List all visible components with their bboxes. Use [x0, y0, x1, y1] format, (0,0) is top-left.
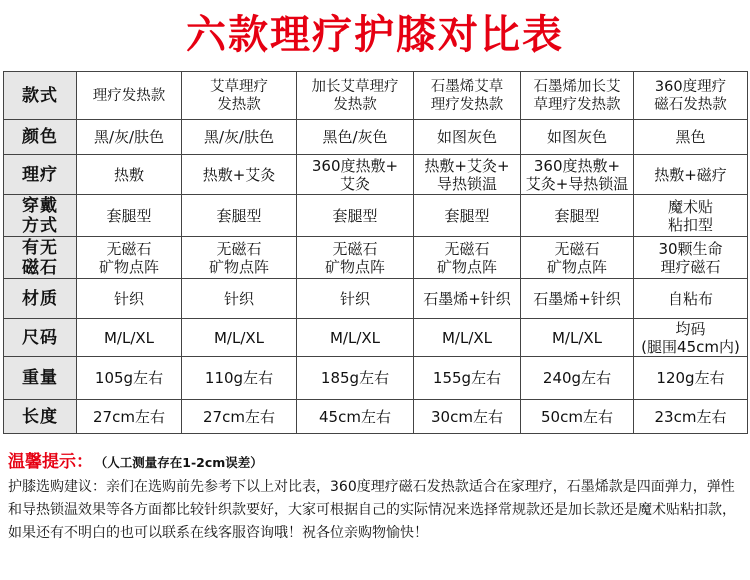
product-name-cell: 石墨烯加长艾 草理疗发热款	[521, 72, 634, 120]
table-cell: 无磁石 矿物点阵	[182, 237, 297, 279]
table-cell: 黑色/灰色	[297, 120, 414, 155]
table-cell: 石墨烯+针织	[414, 279, 521, 319]
table-cell: 均码 (腿围45cm内)	[634, 319, 748, 357]
table-cell: 360度热敷+ 艾灸	[297, 155, 414, 195]
table-cell: 黑/灰/肤色	[182, 120, 297, 155]
table-cell: M/L/XL	[521, 319, 634, 357]
table-cell: M/L/XL	[182, 319, 297, 357]
note-subtitle: （人工测量存在1-2cm误差）	[101, 455, 263, 470]
table-row	[4, 357, 748, 400]
table-cell: 无磁石 矿物点阵	[297, 237, 414, 279]
table-cell: 110g左右	[182, 357, 297, 400]
product-name-cell: 艾草理疗 发热款	[182, 72, 297, 120]
product-name-cell: 360度理疗 磁石发热款	[634, 72, 748, 120]
table-row	[4, 120, 748, 155]
table-cell: 套腿型	[521, 195, 634, 237]
row-label: 穿戴 方式	[4, 195, 77, 237]
table-cell: M/L/XL	[414, 319, 521, 357]
row-label: 颜色	[4, 120, 77, 155]
table-cell: 360度热敷+ 艾灸+导热锁温	[521, 155, 634, 195]
table-cell: 30cm左右	[414, 400, 521, 434]
table-cell: 无磁石 矿物点阵	[521, 237, 634, 279]
table-cell: 热敷	[77, 155, 182, 195]
table-cell: 针织	[297, 279, 414, 319]
table-cell: 热敷+艾灸	[182, 155, 297, 195]
table-cell: 105g左右	[77, 357, 182, 400]
table-cell: M/L/XL	[297, 319, 414, 357]
table-cell: 27cm左右	[77, 400, 182, 434]
table-cell: 套腿型	[182, 195, 297, 237]
table-cell: 热敷+磁疗	[634, 155, 748, 195]
table-cell: 50cm左右	[521, 400, 634, 434]
table-cell: 如图灰色	[521, 120, 634, 155]
row-label: 款式	[4, 72, 77, 120]
table-cell: 套腿型	[297, 195, 414, 237]
row-label: 有无 磁石	[4, 237, 77, 279]
product-name-cell: 加长艾草理疗 发热款	[297, 72, 414, 120]
table-cell: 27cm左右	[182, 400, 297, 434]
table-cell: M/L/XL	[77, 319, 182, 357]
table-cell: 23cm左右	[634, 400, 748, 434]
table-cell: 针织	[77, 279, 182, 319]
table-cell: 自粘布	[634, 279, 748, 319]
table-cell: 240g左右	[521, 357, 634, 400]
table-row	[4, 400, 748, 434]
row-label: 材质	[4, 279, 77, 319]
table-cell: 套腿型	[77, 195, 182, 237]
note-title: 温馨提示：	[8, 452, 93, 472]
product-name-cell: 理疗发热款	[77, 72, 182, 120]
table-row	[4, 237, 748, 279]
table-cell: 30颗生命 理疗磁石	[634, 237, 748, 279]
table-cell: 无磁石 矿物点阵	[77, 237, 182, 279]
table-row	[4, 155, 748, 195]
table-cell: 45cm左右	[297, 400, 414, 434]
product-name-cell: 石墨烯艾草 理疗发热款	[414, 72, 521, 120]
table-row	[4, 279, 748, 319]
table-cell: 185g左右	[297, 357, 414, 400]
table-cell: 套腿型	[414, 195, 521, 237]
row-label: 理疗	[4, 155, 77, 195]
table-cell: 石墨烯+针织	[521, 279, 634, 319]
table-cell: 黑色	[634, 120, 748, 155]
note-header	[8, 447, 263, 472]
row-label: 重量	[4, 357, 77, 400]
table-cell: 魔术贴 粘扣型	[634, 195, 748, 237]
table-cell: 无磁石 矿物点阵	[414, 237, 521, 279]
comparison-table	[3, 71, 748, 434]
purchase-advice: 护膝选购建议：亲们在选购前先参考下以上对比表，360度理疗磁石发热款适合在家理疗，石墨烯款是四面弹力，弹性和导热锁温效果等各方面都比较针织款要好，大家可根据自己的实际情况来选择常规款还是加长款还是魔术贴粘扣款，如果还有不明白的也可以联系在线客服咨询哦！祝各位亲购物愉快！	[8, 479, 736, 541]
table-cell: 155g左右	[414, 357, 521, 400]
table-row	[4, 195, 748, 237]
row-label: 尺码	[4, 319, 77, 357]
table-cell: 针织	[182, 279, 297, 319]
page-title: 六款理疗护膝对比表	[186, 12, 564, 58]
table-cell: 黑/灰/肤色	[77, 120, 182, 155]
table-cell: 如图灰色	[414, 120, 521, 155]
row-label: 长度	[4, 400, 77, 434]
table-cell: 120g左右	[634, 357, 748, 400]
table-cell: 热敷+艾灸+ 导热锁温	[414, 155, 521, 195]
table-header-row	[4, 72, 748, 120]
table-row	[4, 319, 748, 357]
